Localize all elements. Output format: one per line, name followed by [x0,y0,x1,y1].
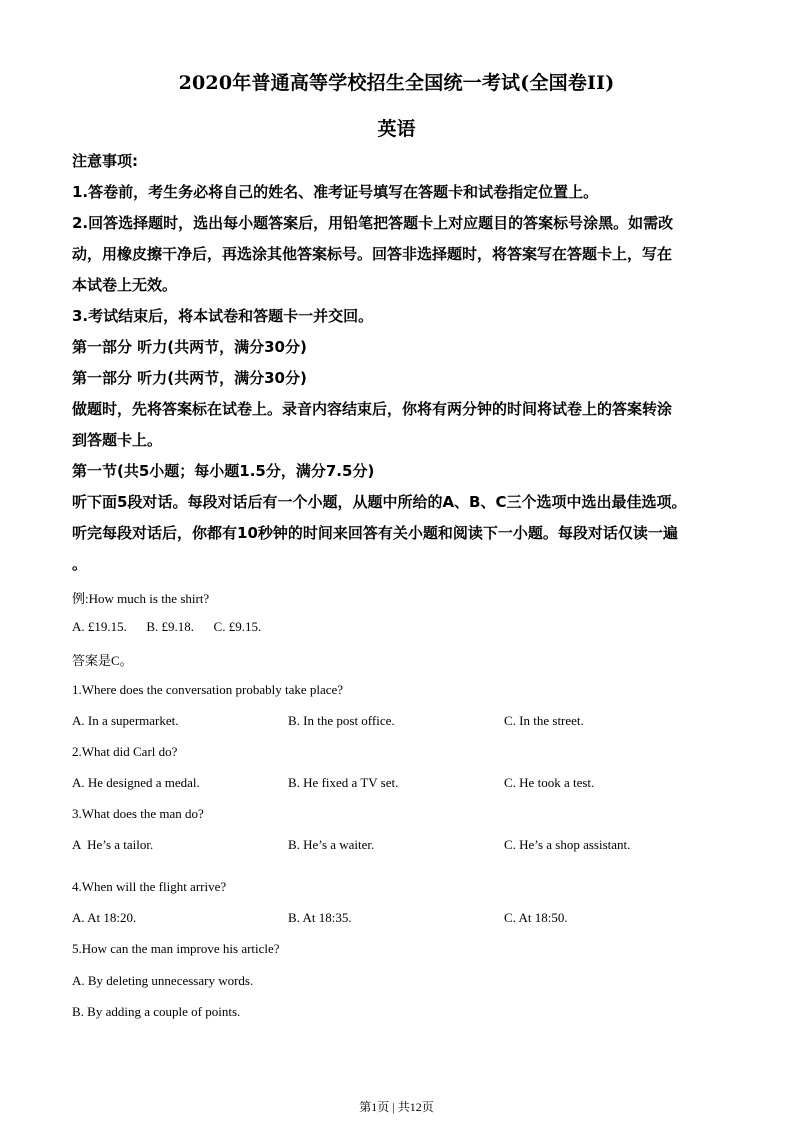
instructions-block [72,146,720,580]
example-question: 例:How much is the shirt? [72,591,210,606]
notes-line: 本试卷上无效。 [72,276,178,294]
part1-heading: 第一部分 听力(共两节，满分30分) [72,338,307,356]
section1-heading: 第一节(共5小题；每小题1.5分，满分7.5分) [72,462,375,480]
question-4: 4.When will the flight arrive? [72,879,227,894]
example-options: A. £19.15. B. £9.18. C. £9.15. [72,619,262,634]
section1-line: 听完每段对话后，你都有10秒钟的时间来回答有关小题和阅读下一小题。每段对话仅读一遍 [72,524,678,542]
question-5: 5.How can the man improve his article? [72,941,280,956]
question-3-option-a: A He’s a tailor. [72,837,154,852]
part1-intro-line: 到答题卡上。 [72,431,163,449]
section1-line: 听下面5段对话。每段对话后有一个小题，从题中所给的A、B、C三个选项中选出最佳选项。 [72,493,687,511]
notes-line: 1.答卷前，考生务必将自己的姓名、准考证号填写在答题卡和试卷指定位置上。 [72,183,599,201]
question-5-option-b: B. By adding a couple of points. [72,1004,241,1019]
question-1-option-a: A. In a supermarket. [72,713,179,728]
question-2-option-c: C. He took a test. [504,775,595,790]
question-3-option-b: B. He’s a waiter. [288,837,375,852]
question-3: 3.What does the man do? [72,806,204,821]
notes-heading: 注意事项: [72,152,138,170]
question-4-option-a: A. At 18:20. [72,910,137,925]
notes-line: 动，用橡皮擦干净后，再选涂其他答案标号。回答非选择题时，将答案写在答题卡上，写在 [72,245,673,263]
question-1-option-b: B. In the post office. [288,713,395,728]
subject-title: 英语 [377,118,416,140]
question-1: 1.Where does the conversation probably take place? [72,682,344,697]
question-4-option-b: B. At 18:35. [288,910,352,925]
part1-intro-line: 做题时，先将答案标在试卷上。录音内容结束后，你将有两分钟的时间将试卷上的答案转涂 [72,400,673,418]
exam-title: 2020年普通高等学校招生全国统一考试(全国卷II) [178,72,615,94]
page-footer: 第1页 | 共12页 [359,1100,434,1114]
example-answer: 答案是C。 [72,653,133,668]
section1-line: 。 [72,555,88,573]
question-4-option-c: C. At 18:50. [504,910,568,925]
notes-line: 2.回答选择题时，选出每小题答案后，用铅笔把答题卡上对应题目的答案标号涂黑。如需改 [72,214,674,232]
notes-line: 3.考试结束后，将本试卷和答题卡一并交回。 [72,307,374,325]
question-2-option-a: A. He designed a medal. [72,775,200,790]
question-3-option-c: C. He’s a shop assistant. [504,837,631,852]
question-5-option-a: A. By deleting unnecessary words. [72,973,254,988]
part1-heading-repeat: 第一部分 听力(共两节，满分30分) [72,369,307,387]
question-2: 2.What did Carl do? [72,744,178,759]
question-1-option-c: C. In the street. [504,713,584,728]
question-2-option-b: B. He fixed a TV set. [288,775,399,790]
